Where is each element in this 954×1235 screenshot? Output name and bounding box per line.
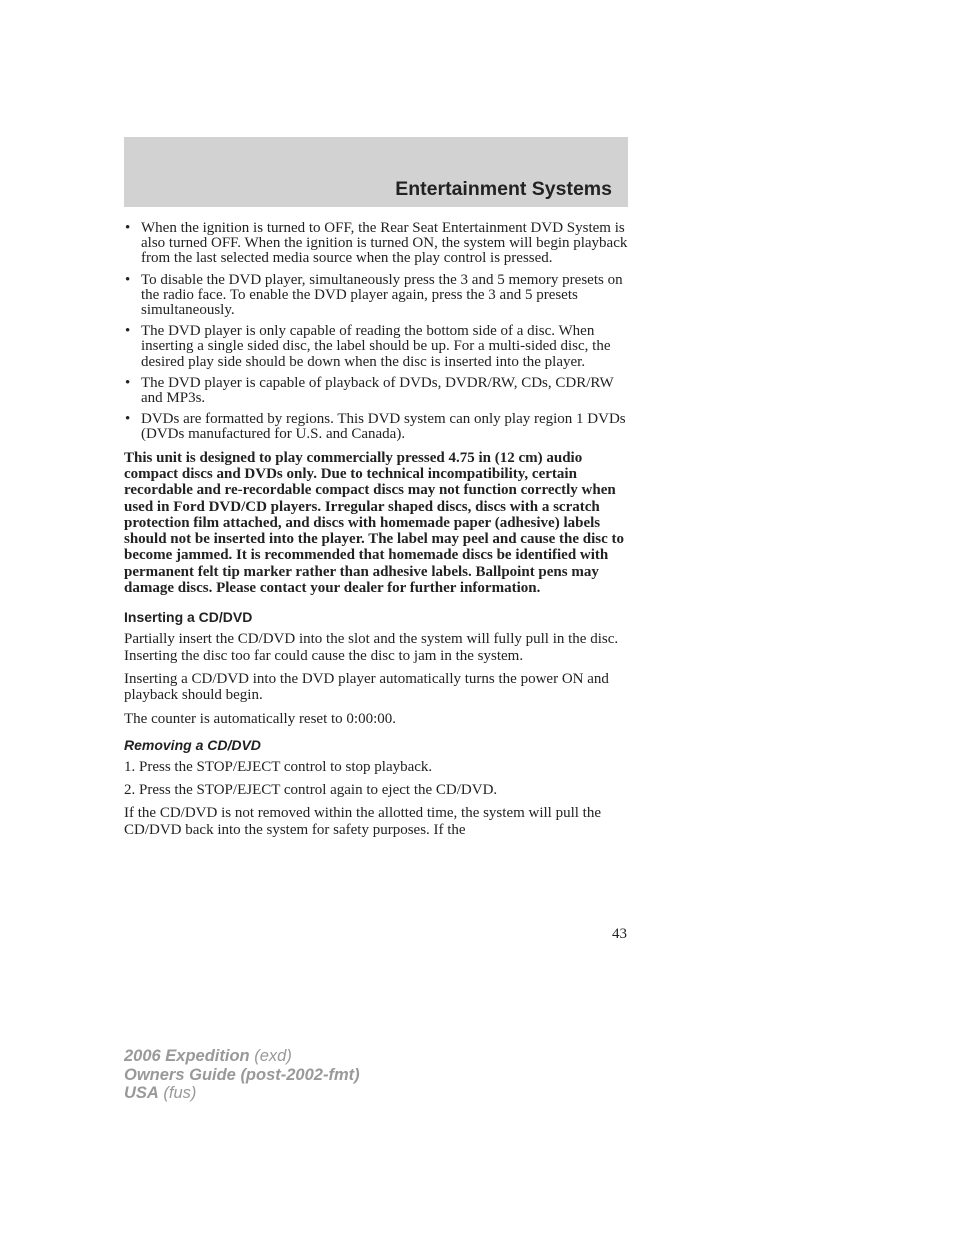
list-item: • When the ignition is turned to OFF, the Rear Seat Entertainment DVD System is also turned OFF. When the ignition is turned ON, the system will begin playback from the last selected media source when the play control is pressed. [125, 220, 628, 267]
body-paragraph: Partially insert the CD/DVD into the slot and the system will fully pull in the disc. Inserting the disc too far could cause the disc to jam in the system. [124, 631, 619, 664]
inserting-heading: Inserting a CD/DVD [124, 609, 253, 626]
list-item: • The DVD player is capable of playback of DVDs, DVDR/RW, CDs, CDR/RW and MP3s. [125, 374, 614, 407]
bullet-icon: • [125, 220, 131, 236]
step-item: 1. Press the STOP/EJECT control to stop playback. [124, 758, 433, 775]
bullet-icon: • [125, 271, 131, 288]
section-header [124, 137, 628, 207]
bullet-list [124, 221, 628, 443]
footer-line: 2006 Expedition (exd) [124, 1047, 292, 1065]
body-paragraph: If the CD/DVD is not removed within the allotted time, the system will pull the CD/DVD back into the system for safety purposes. If the [124, 805, 602, 838]
page-number: 43 [612, 926, 627, 942]
bullet-icon: • [125, 411, 131, 428]
body-paragraph: The counter is automatically reset to 0:00:00. [124, 710, 397, 727]
footer-line: Owners Guide (post-2002-fmt) [124, 1065, 360, 1084]
page-content [124, 221, 628, 845]
list-item: • The DVD player is only capable of reading the bottom side of a disc. When inserting a single sided disc, the label should be up. For a multi-sided disc, the desired play side should be down when the disc is inserted into the player. [125, 323, 611, 370]
warning-paragraph: This unit is designed to play commercially pressed 4.75 in (12 cm) audio compact discs and DVDs only. Due to technical incompatibility, certain recordable and re-recordable compact discs may not function correctly when used in Ford DVD/CD players. Irregular shaped discs, discs with a scratch protection film attached, and discs with homemade paper (adhesive) labels should not be inserted into the player. The label may peel and cause the disc to become jammed. It is recommended that homemade discs be identified with permanent felt tip marker rather than adhesive labels. Ballpoint pens may damage discs. Please contact your dealer for further information. [124, 449, 625, 597]
list-item: • DVDs are formatted by regions. This DVD system can only play region 1 DVDs (DVDs manufactured for U.S. and Canada). [125, 411, 626, 443]
body-paragraph: Inserting a CD/DVD into the DVD player automatically turns the power ON and playback should begin. [124, 670, 609, 704]
bullet-icon: • [125, 374, 131, 391]
section-title: Entertainment Systems [395, 178, 612, 200]
document-footer [124, 1047, 360, 1103]
step-item: 2. Press the STOP/EJECT control again to eject the CD/DVD. [124, 782, 498, 799]
bullet-icon: • [125, 323, 131, 340]
removing-heading: Removing a CD/DVD [124, 736, 261, 753]
list-item: • To disable the DVD player, simultaneously press the 3 and 5 memory presets on the radio face. To enable the DVD player again, press the 3 and 5 presets simultaneously. [125, 271, 623, 319]
footer-line: USA (fus) [124, 1084, 197, 1102]
